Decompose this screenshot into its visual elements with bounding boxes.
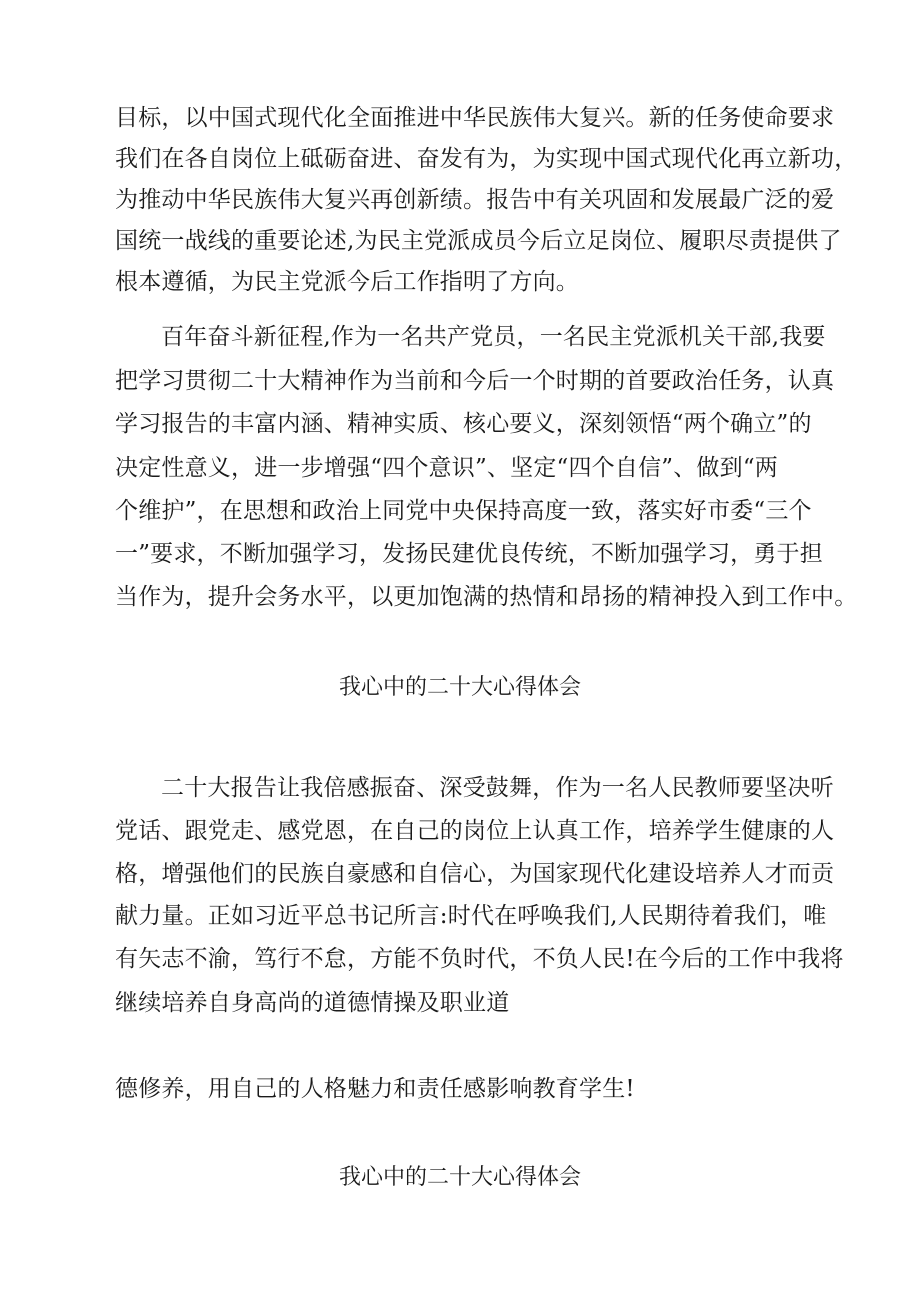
paragraph-line: 个维护”，在思想和政治上同党中央保持高度一致，落实好市委“三个 <box>115 498 812 524</box>
paragraph-line: 德修养，用自己的人格魅力和责任感影响教育学生! <box>115 1076 635 1102</box>
paragraph-line: 根本遵循，为民主党派今后工作指明了方向。 <box>115 269 579 295</box>
paragraph-line: 学习报告的丰富内涵、精神实质、核心要义，深刻领悟“两个确立”的 <box>115 411 812 437</box>
paragraph-line: 献力量。正如习近平总书记所言:时代在呼唤我们,人民期待着我们，唯 <box>115 903 827 929</box>
paragraph-line: 我们在各自岗位上砥砺奋进、奋发有为，为实现中国式现代化再立新功， <box>115 146 858 172</box>
section-title: 我心中的二十大心得体会 <box>338 1165 581 1190</box>
paragraph-line: 党话、跟党走、感党恩，在自己的岗位上认真工作，培养学生健康的人 <box>115 818 835 844</box>
paragraph-line: 百年奋斗新征程,作为一名共产党员，一名民主党派机关干部,我要 <box>161 324 826 350</box>
section-title: 我心中的二十大心得体会 <box>338 675 581 700</box>
paragraph-line: 有矢志不渝，笃行不怠，方能不负时代，不负人民!在今后的工作中我将 <box>115 946 844 972</box>
paragraph-line: 为推动中华民族伟大复兴再创新绩。报告中有关巩固和发展最广泛的爱 <box>115 187 835 213</box>
paragraph-line: 目标，以中国式现代化全面推进中华民族伟大复兴。新的任务使命要求 <box>115 105 835 131</box>
paragraph-line: 把学习贯彻二十大精神作为当前和今后一个时期的首要政治任务，认真 <box>115 368 835 394</box>
paragraph-line: 决定性意义，进一步增强“四个意识”、坚定“四个自信”、做到“两 <box>115 455 778 481</box>
paragraph-line: 格，增强他们的民族自豪感和自信心，为国家现代化建设培养人才而贡 <box>115 861 835 887</box>
paragraph-line: 二十大报告让我倍感振奋、深受鼓舞，作为一名人民教师要坚决听 <box>161 775 834 801</box>
paragraph-line: 国统一战线的重要论述,为民主党派成员今后立足岗位、履职尽责提供了 <box>115 228 842 254</box>
paragraph-line: 一”要求，不断加强学习，发扬民建优良传统，不断加强学习，勇于担 <box>115 541 823 567</box>
paragraph-line: 继续培养自身高尚的道德情操及职业道 <box>115 990 510 1016</box>
paragraph-line: 当作为，提升会务水平，以更加饱满的热情和昂扬的精神投入到工作中。 <box>115 584 858 610</box>
